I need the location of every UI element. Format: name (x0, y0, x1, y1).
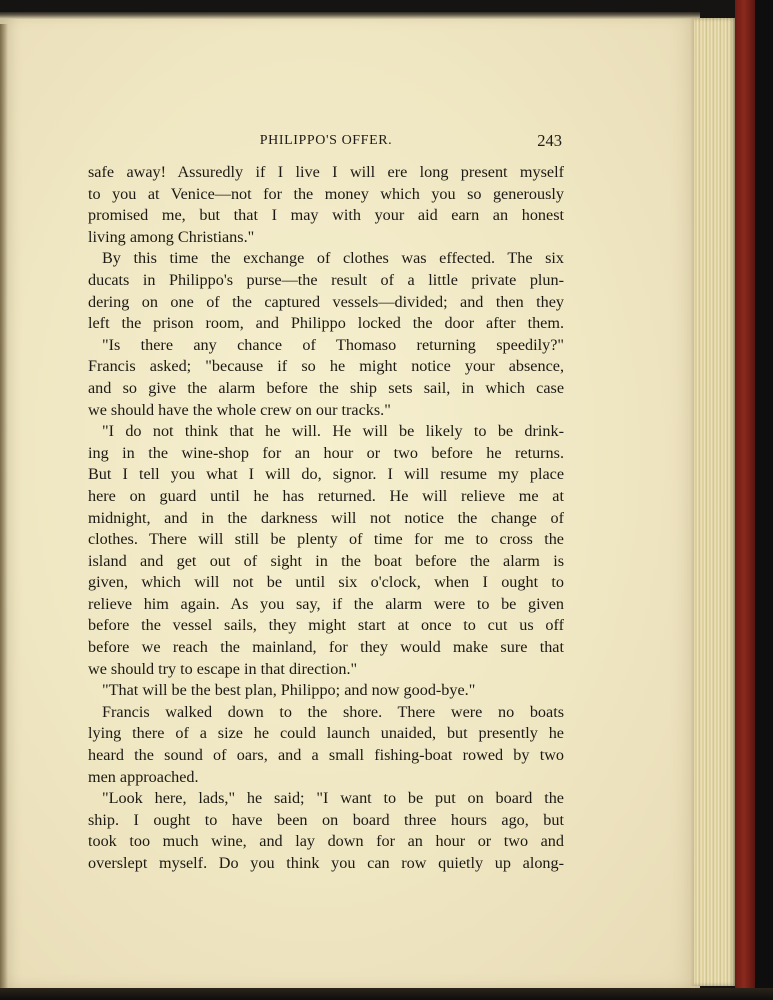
text-line: By this time the exchange of clothes was effected. The six (102, 249, 564, 268)
page-number: 243 (537, 131, 562, 150)
page-top-edge (0, 12, 700, 19)
text-line: "That will be the best plan, Philippo; and now good-bye." (102, 681, 476, 700)
text-line: dering on one of the captured vessels—divided; and then they (88, 292, 564, 311)
text-line: But I tell you what I will do, signor. I will resume my place (88, 465, 564, 484)
text-line: and so give the alarm before the ship sets sail, in which case (88, 378, 564, 397)
text-line: living among Christians." (88, 227, 255, 246)
background-bottom (0, 988, 773, 1000)
text-line: "Look here, lads," he said; "I want to be put on board the (102, 789, 564, 808)
text-line: relieve him again. As you say, if the alarm were to be given (88, 594, 564, 613)
text-line: ing in the wine-shop for an hour or two before he returns. (88, 443, 564, 462)
book-cover-edge (735, 0, 755, 1000)
text-line: ducats in Philippo's purse—the result of a little private plun- (88, 270, 564, 289)
text-line: "I do not think that he will. He will be likely to be drink- (102, 422, 564, 441)
page-stack-edge (694, 18, 736, 986)
text-line: we should try to escape in that direction." (88, 659, 358, 678)
page-left-shadow (0, 24, 8, 1000)
text-line: we should have the whole crew on our tracks." (88, 400, 391, 419)
background-right (755, 0, 773, 1000)
text-line: Francis asked; "because if so he might notice your absence, (88, 357, 564, 376)
text-line: here on guard until he has returned. He will relieve me at (88, 486, 564, 505)
text-line: clothes. There will still be plenty of time for me to cross the (88, 530, 564, 549)
text-line: lying there of a size he could launch unaided, but presently he (88, 724, 564, 743)
body-text (88, 162, 564, 875)
text-line: before we reach the mainland, for they would make sure that (88, 638, 564, 657)
text-line: heard the sound of oars, and a small fishing-boat rowed by two (88, 746, 564, 765)
text-line: to you at Venice—not for the money which you so generously (88, 184, 564, 203)
text-line: before the vessel sails, they might start at once to cut us off (88, 616, 564, 635)
text-line: Francis walked down to the shore. There were no boats (102, 702, 564, 721)
text-line: ship. I ought to have been on board three hours ago, but (88, 810, 564, 829)
text-line: left the prison room, and Philippo locked the door after them. (88, 314, 564, 333)
running-head (88, 130, 564, 154)
text-line: men approached. (88, 767, 199, 786)
book-page (0, 12, 700, 992)
text-line: overslept myself. Do you think you can row quietly up along- (88, 854, 564, 872)
text-line: promised me, but that I may with your aid earn an honest (88, 206, 564, 225)
text-line: island and get out of sight in the boat before the alarm is (88, 551, 564, 570)
text-line: midnight, and in the darkness will not notice the change of (88, 508, 564, 527)
running-head-title: PHILIPPO'S OFFER. (259, 133, 393, 148)
text-line: "Is there any chance of Thomaso returning speedily?" (102, 335, 564, 354)
text-line: took too much wine, and lay down for an hour or two and (88, 832, 564, 851)
text-line: safe away! Assuredly if I live I will ere long present myself (88, 163, 564, 181)
text-line: given, which will not be until six o'clock, when I ought to (88, 573, 564, 592)
